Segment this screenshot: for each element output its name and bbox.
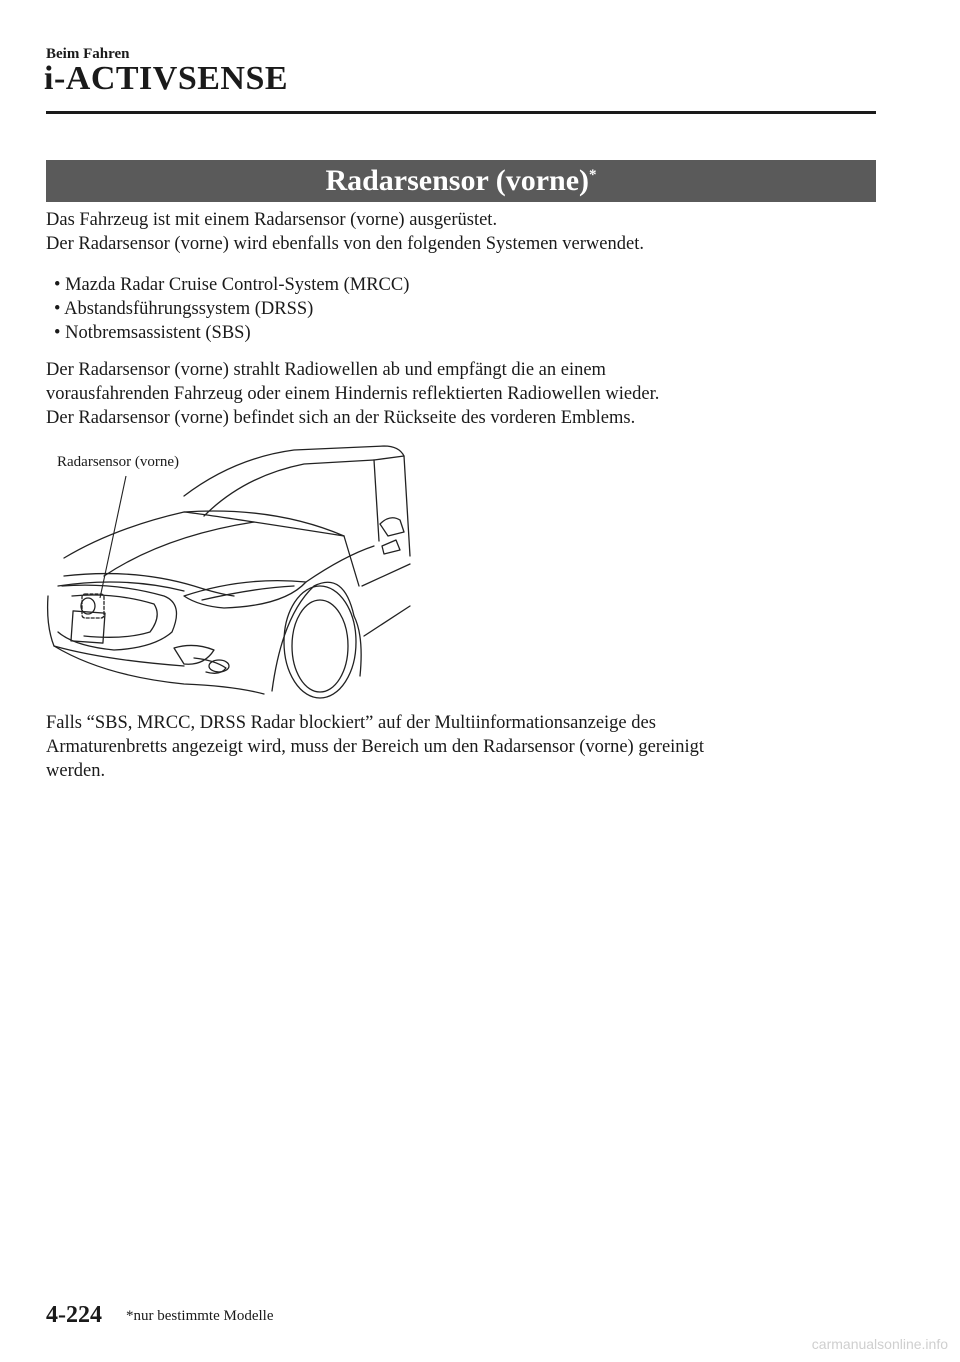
list-item: • Notbremsassistent (SBS) (54, 321, 409, 345)
warning-line: werden. (46, 761, 106, 781)
section-title: i-ACTIVSENSE (44, 60, 289, 97)
footer-note: *nur bestimmte Modelle (126, 1308, 274, 1324)
page-title-banner (46, 160, 876, 202)
warning-line: Armaturenbretts angezeigt wird, muss der Bereich um den Radarsensor (vorne) gereinigt (46, 737, 705, 757)
header-divider (46, 111, 876, 114)
description-line: Der Radarsensor (vorne) strahlt Radiowellen ab und empfängt die an einem (46, 360, 606, 380)
system-list (54, 273, 409, 345)
description-line: Der Radarsensor (vorne) befindet sich an der Rückseite des vorderen Emblems. (46, 408, 636, 428)
page-number: 4-224 (46, 1302, 102, 1328)
description-paragraph (46, 358, 876, 430)
intro-line: Der Radarsensor (vorne) wird ebenfalls von den folgenden Systemen verwendet. (46, 234, 644, 254)
car-front-illustration (44, 436, 414, 706)
title-footnote-marker: * (589, 167, 597, 183)
list-item: • Mazda Radar Cruise Control-System (MRCC) (54, 273, 409, 297)
figure-callout-label: Radarsensor (vorne) (57, 454, 180, 470)
chapter-label: Beim Fahren (46, 46, 130, 62)
warning-line: Falls “SBS, MRCC, DRSS Radar blockiert” auf der Multiinformationsanzeige des (46, 713, 656, 733)
watermark: carmanualsonline.info (811, 1336, 948, 1352)
list-item: • Abstandsführungssystem (DRSS) (54, 297, 409, 321)
warning-paragraph (46, 711, 876, 783)
description-line: vorausfahrenden Fahrzeug oder einem Hindernis reflektierten Radiowellen wieder. (46, 384, 660, 404)
intro-paragraph (46, 208, 876, 256)
page-title: Radarsensor (vorne) (325, 164, 590, 197)
intro-line: Das Fahrzeug ist mit einem Radarsensor (vorne) ausgerüstet. (46, 210, 498, 230)
